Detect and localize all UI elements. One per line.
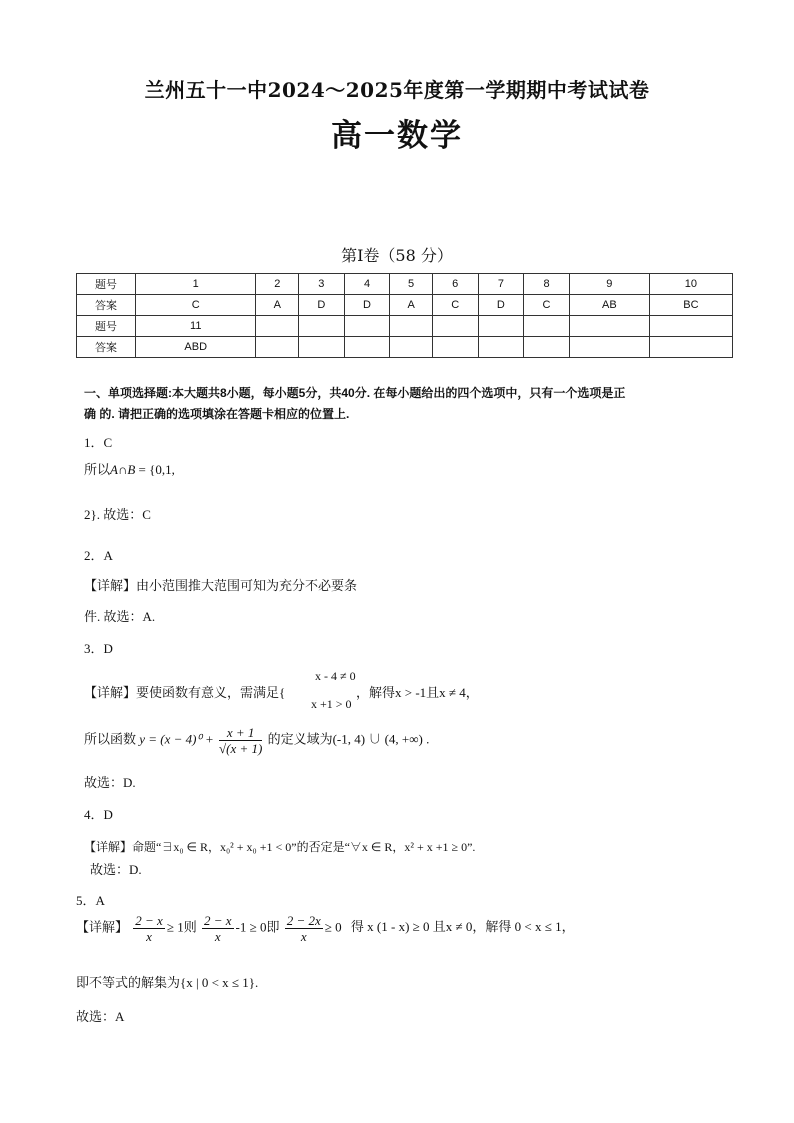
- table-row: [77, 337, 733, 358]
- table-cell: [432, 337, 478, 358]
- q4-text: 命题“∃x₀ ∈ R，x₀² + x₀ +1 < 0”的否定是“∀x ∈ R，x² + x +1 ≥ 0”.: [132, 840, 476, 854]
- table-cell: [344, 316, 390, 337]
- q3-text-1: 要使函数有意义，需满足{: [136, 685, 286, 700]
- table-cell: C: [136, 295, 256, 316]
- table-cell: 3: [299, 274, 345, 295]
- row-label: 题号: [77, 316, 136, 337]
- instructions-line-2: 确 的. 请把正确的选项填涂在答题卡相应的位置上.: [84, 407, 350, 421]
- q2-text: 由小范围推大范围可知为充分不必要条: [136, 578, 358, 593]
- table-cell: 7: [478, 274, 524, 295]
- q5-frac3-denominator: x: [300, 929, 307, 944]
- row-label: 答案: [77, 337, 136, 358]
- q3-label: 3．D: [84, 641, 113, 656]
- q2-line-1: [84, 575, 357, 594]
- q5-frac1-numerator: 2 − x: [135, 913, 163, 928]
- table-cell: [524, 337, 570, 358]
- table-row: [77, 274, 733, 295]
- q4-conclusion: 故选：D.: [90, 862, 142, 877]
- q3-conclusion: 故选：D.: [84, 775, 136, 790]
- table-cell: [649, 337, 732, 358]
- q3-func-left: y = (x − 4)⁰ +: [139, 731, 214, 747]
- q3-fraction: [219, 725, 262, 756]
- exam-title: 兰州五十一中2024～2025年度第一学期期中考试试卷: [144, 78, 650, 102]
- table-cell: [256, 337, 299, 358]
- q1-line-2: 2}. 故选：C: [84, 507, 151, 522]
- table-cell: D: [299, 295, 345, 316]
- table-cell: [649, 316, 732, 337]
- table-row: [77, 316, 733, 337]
- row-label: 答案: [77, 295, 136, 316]
- q2-tag: 【详解】: [84, 578, 137, 593]
- q5-fraction-3: [285, 913, 323, 944]
- table-cell: 1: [136, 274, 256, 295]
- q3-line-2: [84, 725, 429, 756]
- table-cell: [569, 337, 649, 358]
- table-cell: 11: [136, 316, 256, 337]
- q1-math: A∩B: [110, 462, 136, 477]
- q3-frac-denominator: √(x + 1): [219, 741, 263, 756]
- answer-table: [76, 273, 733, 358]
- q5-part-3: ≥ 0: [324, 919, 342, 935]
- q5-part-1: ≥ 1则: [166, 919, 197, 935]
- table-cell: D: [478, 295, 524, 316]
- q3-text-2: ，解得x > -1且x ≠ 4，: [356, 685, 479, 700]
- q1-rest: = {0,1,: [135, 462, 175, 477]
- table-cell: C: [524, 295, 570, 316]
- q1-label: 1．C: [84, 435, 113, 450]
- q5-tag: 【详解】: [76, 919, 129, 935]
- table-cell: 4: [344, 274, 390, 295]
- instructions-line-1: 一、单项选择题:本大题共8小题，每小题5分，共40分. 在每小题给出的四个选项中，只有一个选项是正: [84, 386, 626, 400]
- table-cell: [569, 316, 649, 337]
- q5-conclusion: 故选：A: [76, 1009, 125, 1024]
- table-cell: 5: [390, 274, 433, 295]
- table-cell: C: [432, 295, 478, 316]
- q5-part-4: 得 x (1 - x) ≥ 0 且x ≠ 0，解得 0 < x ≤ 1，: [350, 919, 575, 935]
- table-cell: 9: [569, 274, 649, 295]
- table-cell: A: [390, 295, 433, 316]
- table-cell: [299, 316, 345, 337]
- q3-line2-suffix: 的定义域为(-1, 4) ∪ (4, +∞) .: [267, 731, 430, 747]
- table-cell: 10: [649, 274, 732, 295]
- table-cell: [432, 316, 478, 337]
- q5-frac3-numerator: 2 − 2x: [286, 913, 321, 928]
- table-cell: ABD: [136, 337, 256, 358]
- table-cell: [344, 337, 390, 358]
- q5-line-1: [76, 913, 575, 944]
- q5-frac1-denominator: x: [146, 929, 152, 944]
- q3-frac-numerator: x + 1: [219, 725, 262, 741]
- table-cell: 2: [256, 274, 299, 295]
- q4-line-1: [84, 838, 475, 855]
- table-cell: [524, 316, 570, 337]
- table-cell: [390, 316, 433, 337]
- table-cell: [390, 337, 433, 358]
- q2-label: 2．A: [84, 548, 113, 563]
- q3-system-bottom: x +1 > 0: [311, 697, 352, 711]
- section-heading: 第Ⅰ卷（58 分）: [341, 246, 453, 265]
- q5-fraction-2: [202, 913, 234, 944]
- table-cell: 8: [524, 274, 570, 295]
- q3-tag: 【详解】: [84, 685, 137, 700]
- q5-frac2-denominator: x: [214, 929, 221, 944]
- table-cell: [256, 316, 299, 337]
- q5-frac2-numerator: 2 − x: [203, 913, 232, 928]
- table-cell: BC: [649, 295, 732, 316]
- q1-line-1: [84, 459, 175, 478]
- q1-prefix: 所以: [84, 462, 111, 477]
- q5-fraction-1: [133, 913, 165, 944]
- q3-line2-prefix: 所以函数: [84, 731, 137, 747]
- row-label: 题号: [77, 274, 136, 295]
- subject-title: 高一数学: [331, 118, 463, 154]
- table-cell: A: [256, 295, 299, 316]
- table-cell: D: [344, 295, 390, 316]
- q5-part-2: -1 ≥ 0即: [235, 919, 280, 935]
- table-cell: [478, 337, 524, 358]
- table-row: [77, 295, 733, 316]
- table-cell: AB: [569, 295, 649, 316]
- q2-line-2: 件. 故选：A.: [84, 609, 156, 624]
- table-cell: 6: [432, 274, 478, 295]
- q3-line-1: [84, 682, 285, 701]
- q3-system-top: x - 4 ≠ 0: [315, 669, 356, 683]
- q4-tag: 【详解】: [84, 840, 133, 854]
- table-cell: [299, 337, 345, 358]
- table-cell: [478, 316, 524, 337]
- q4-label: 4．D: [84, 807, 113, 822]
- q5-line-2: 即不等式的解集为{x | 0 < x ≤ 1}.: [76, 975, 259, 990]
- q5-label: 5．A: [76, 893, 105, 908]
